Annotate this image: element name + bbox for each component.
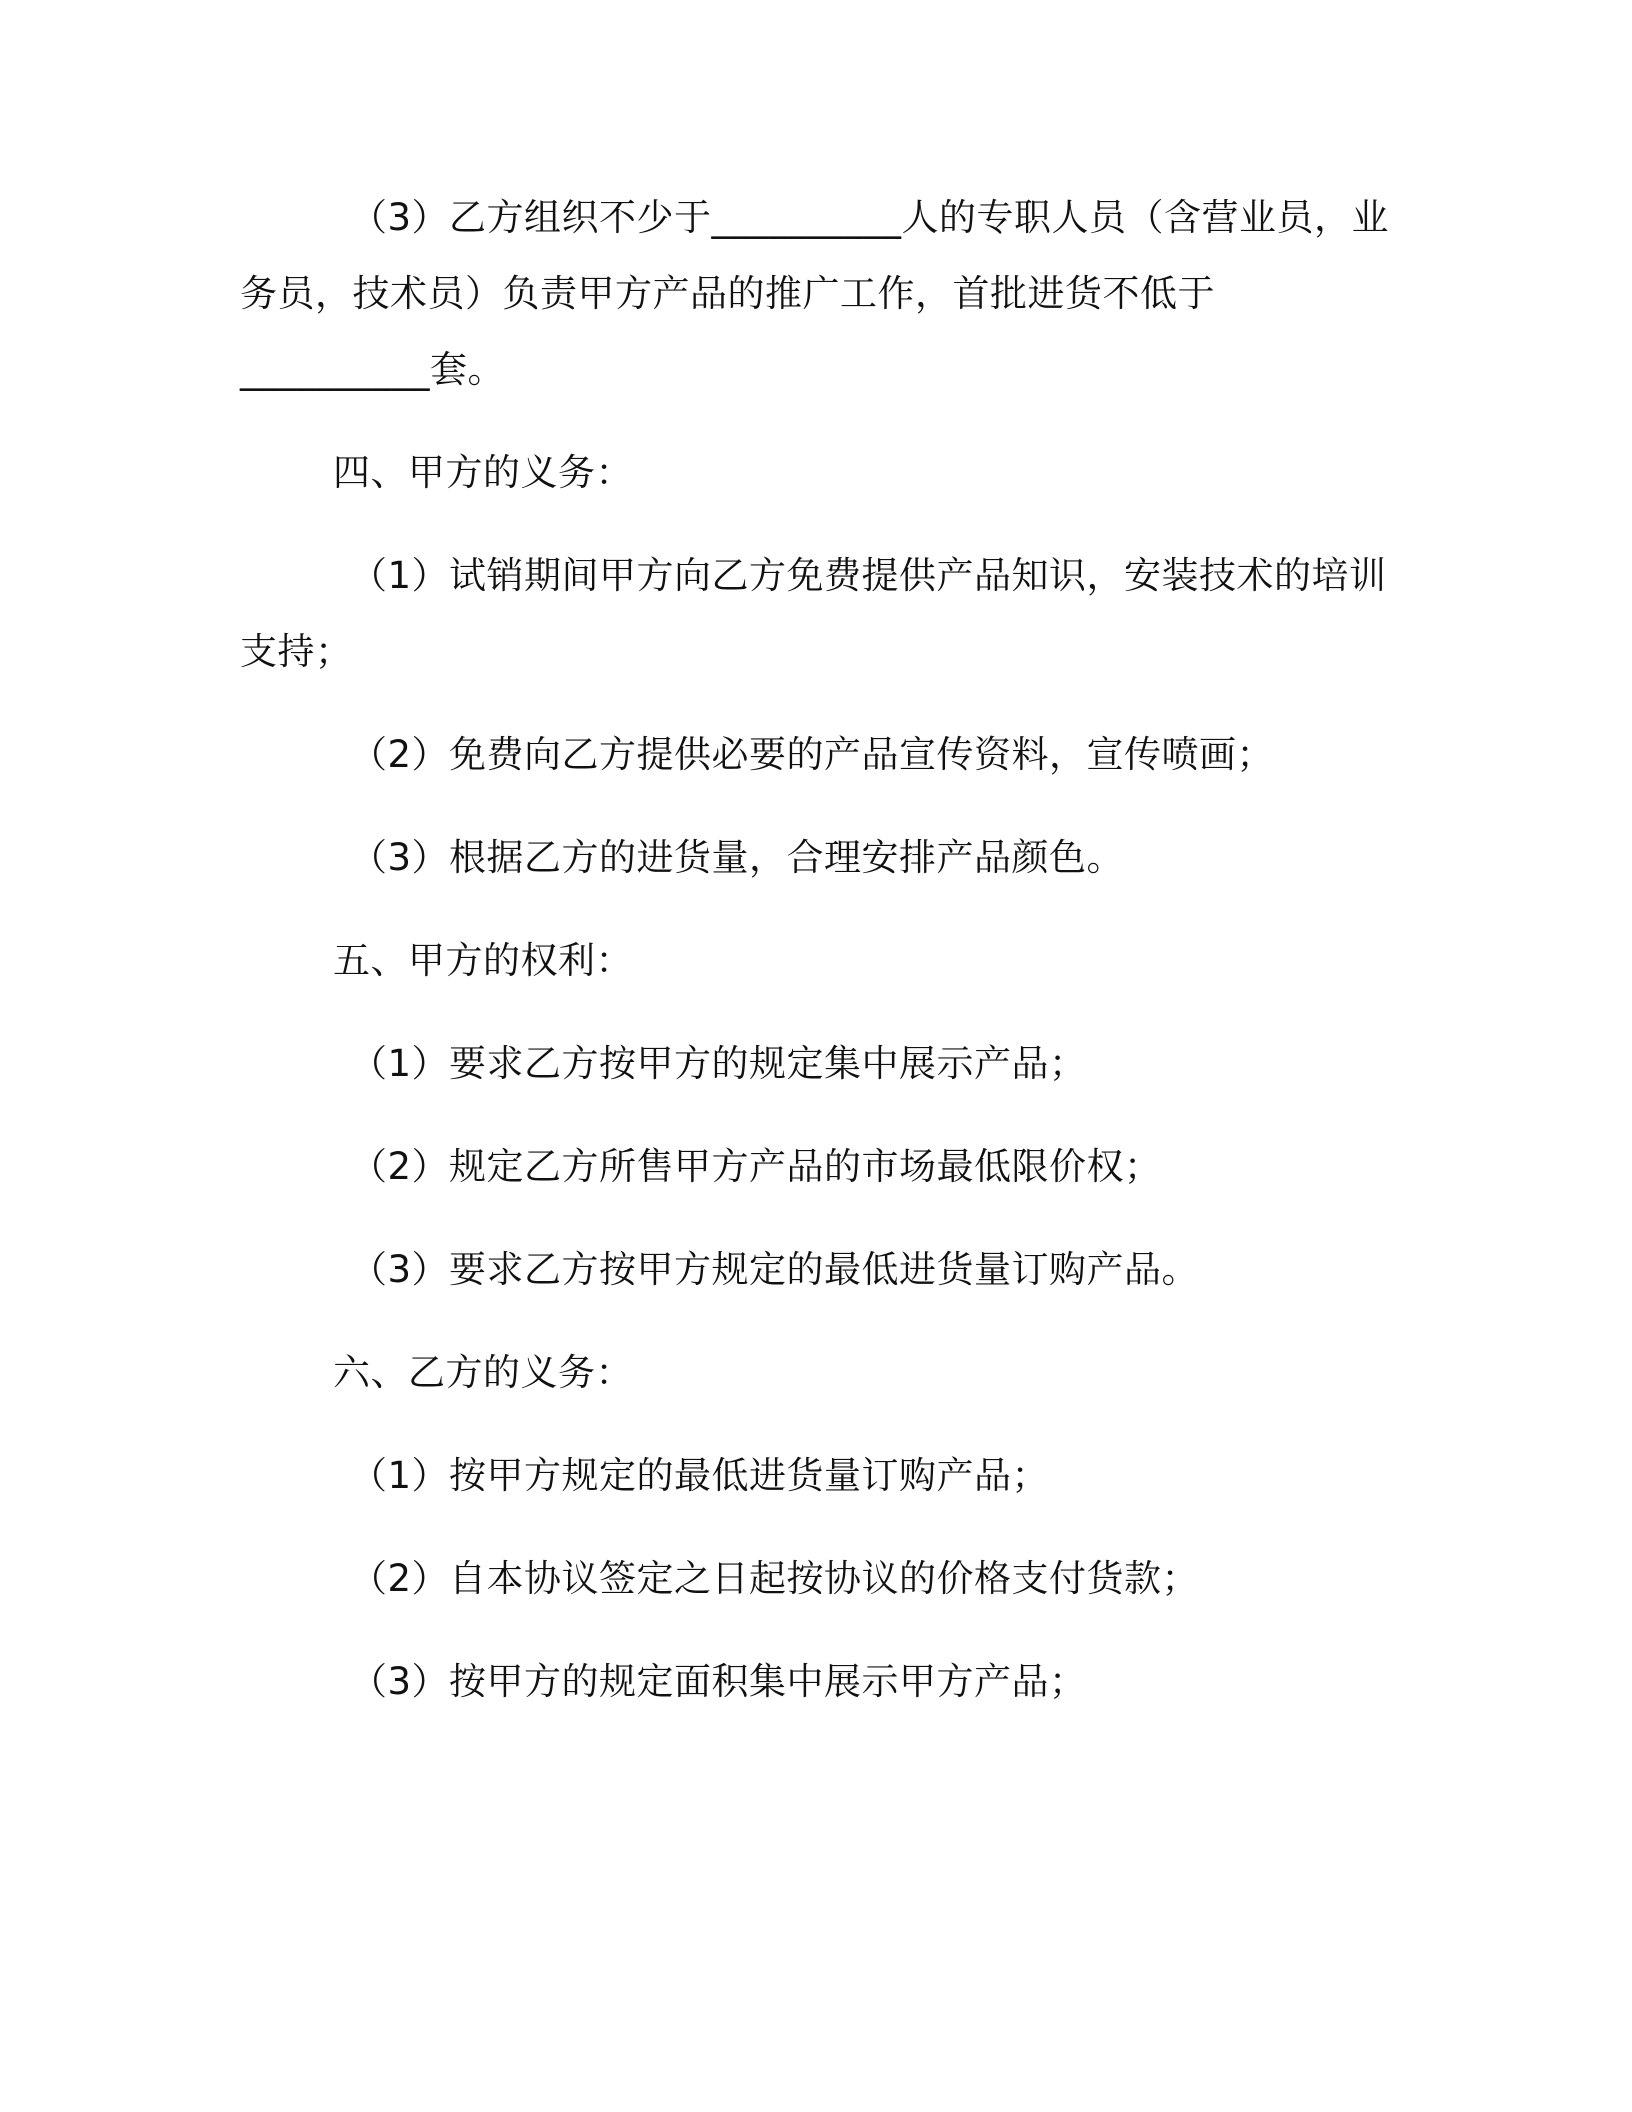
paragraph-line: 支持； (240, 630, 353, 673)
paragraph-line: （3）根据乙方的进货量，合理安排产品颜色。 (350, 836, 1125, 879)
section-heading: 五、甲方的权利： (333, 939, 633, 982)
section-heading: 六、乙方的义务： (333, 1351, 633, 1394)
section-heading: 四、甲方的义务： (333, 451, 633, 494)
paragraph-line: （3）乙方组织不少于__________人的专职人员（含营业员，业 (350, 196, 1390, 239)
paragraph-line: 务员，技术员）负责甲方产品的推广工作，首批进货不低于 (240, 272, 1215, 315)
paragraph-line: （2）免费向乙方提供必要的产品宣传资料，宣传喷画； (350, 733, 1275, 776)
paragraph-line: （1）按甲方规定的最低进货量订购产品； (350, 1454, 1050, 1497)
paragraph-line: __________套。 (240, 348, 505, 391)
paragraph-line: （2）规定乙方所售甲方产品的市场最低限价权； (350, 1145, 1162, 1188)
paragraph-line: （1）试销期间甲方向乙方免费提供产品知识，安装技术的培训 (350, 554, 1387, 597)
paragraph-line: （2）自本协议签定之日起按协议的价格支付货款； (350, 1557, 1200, 1600)
paragraph-line: （1）要求乙方按甲方的规定集中展示产品； (350, 1042, 1087, 1085)
paragraph-line: （3）要求乙方按甲方规定的最低进货量订购产品。 (350, 1248, 1200, 1291)
paragraph-line: （3）按甲方的规定面积集中展示甲方产品； (350, 1660, 1087, 1703)
